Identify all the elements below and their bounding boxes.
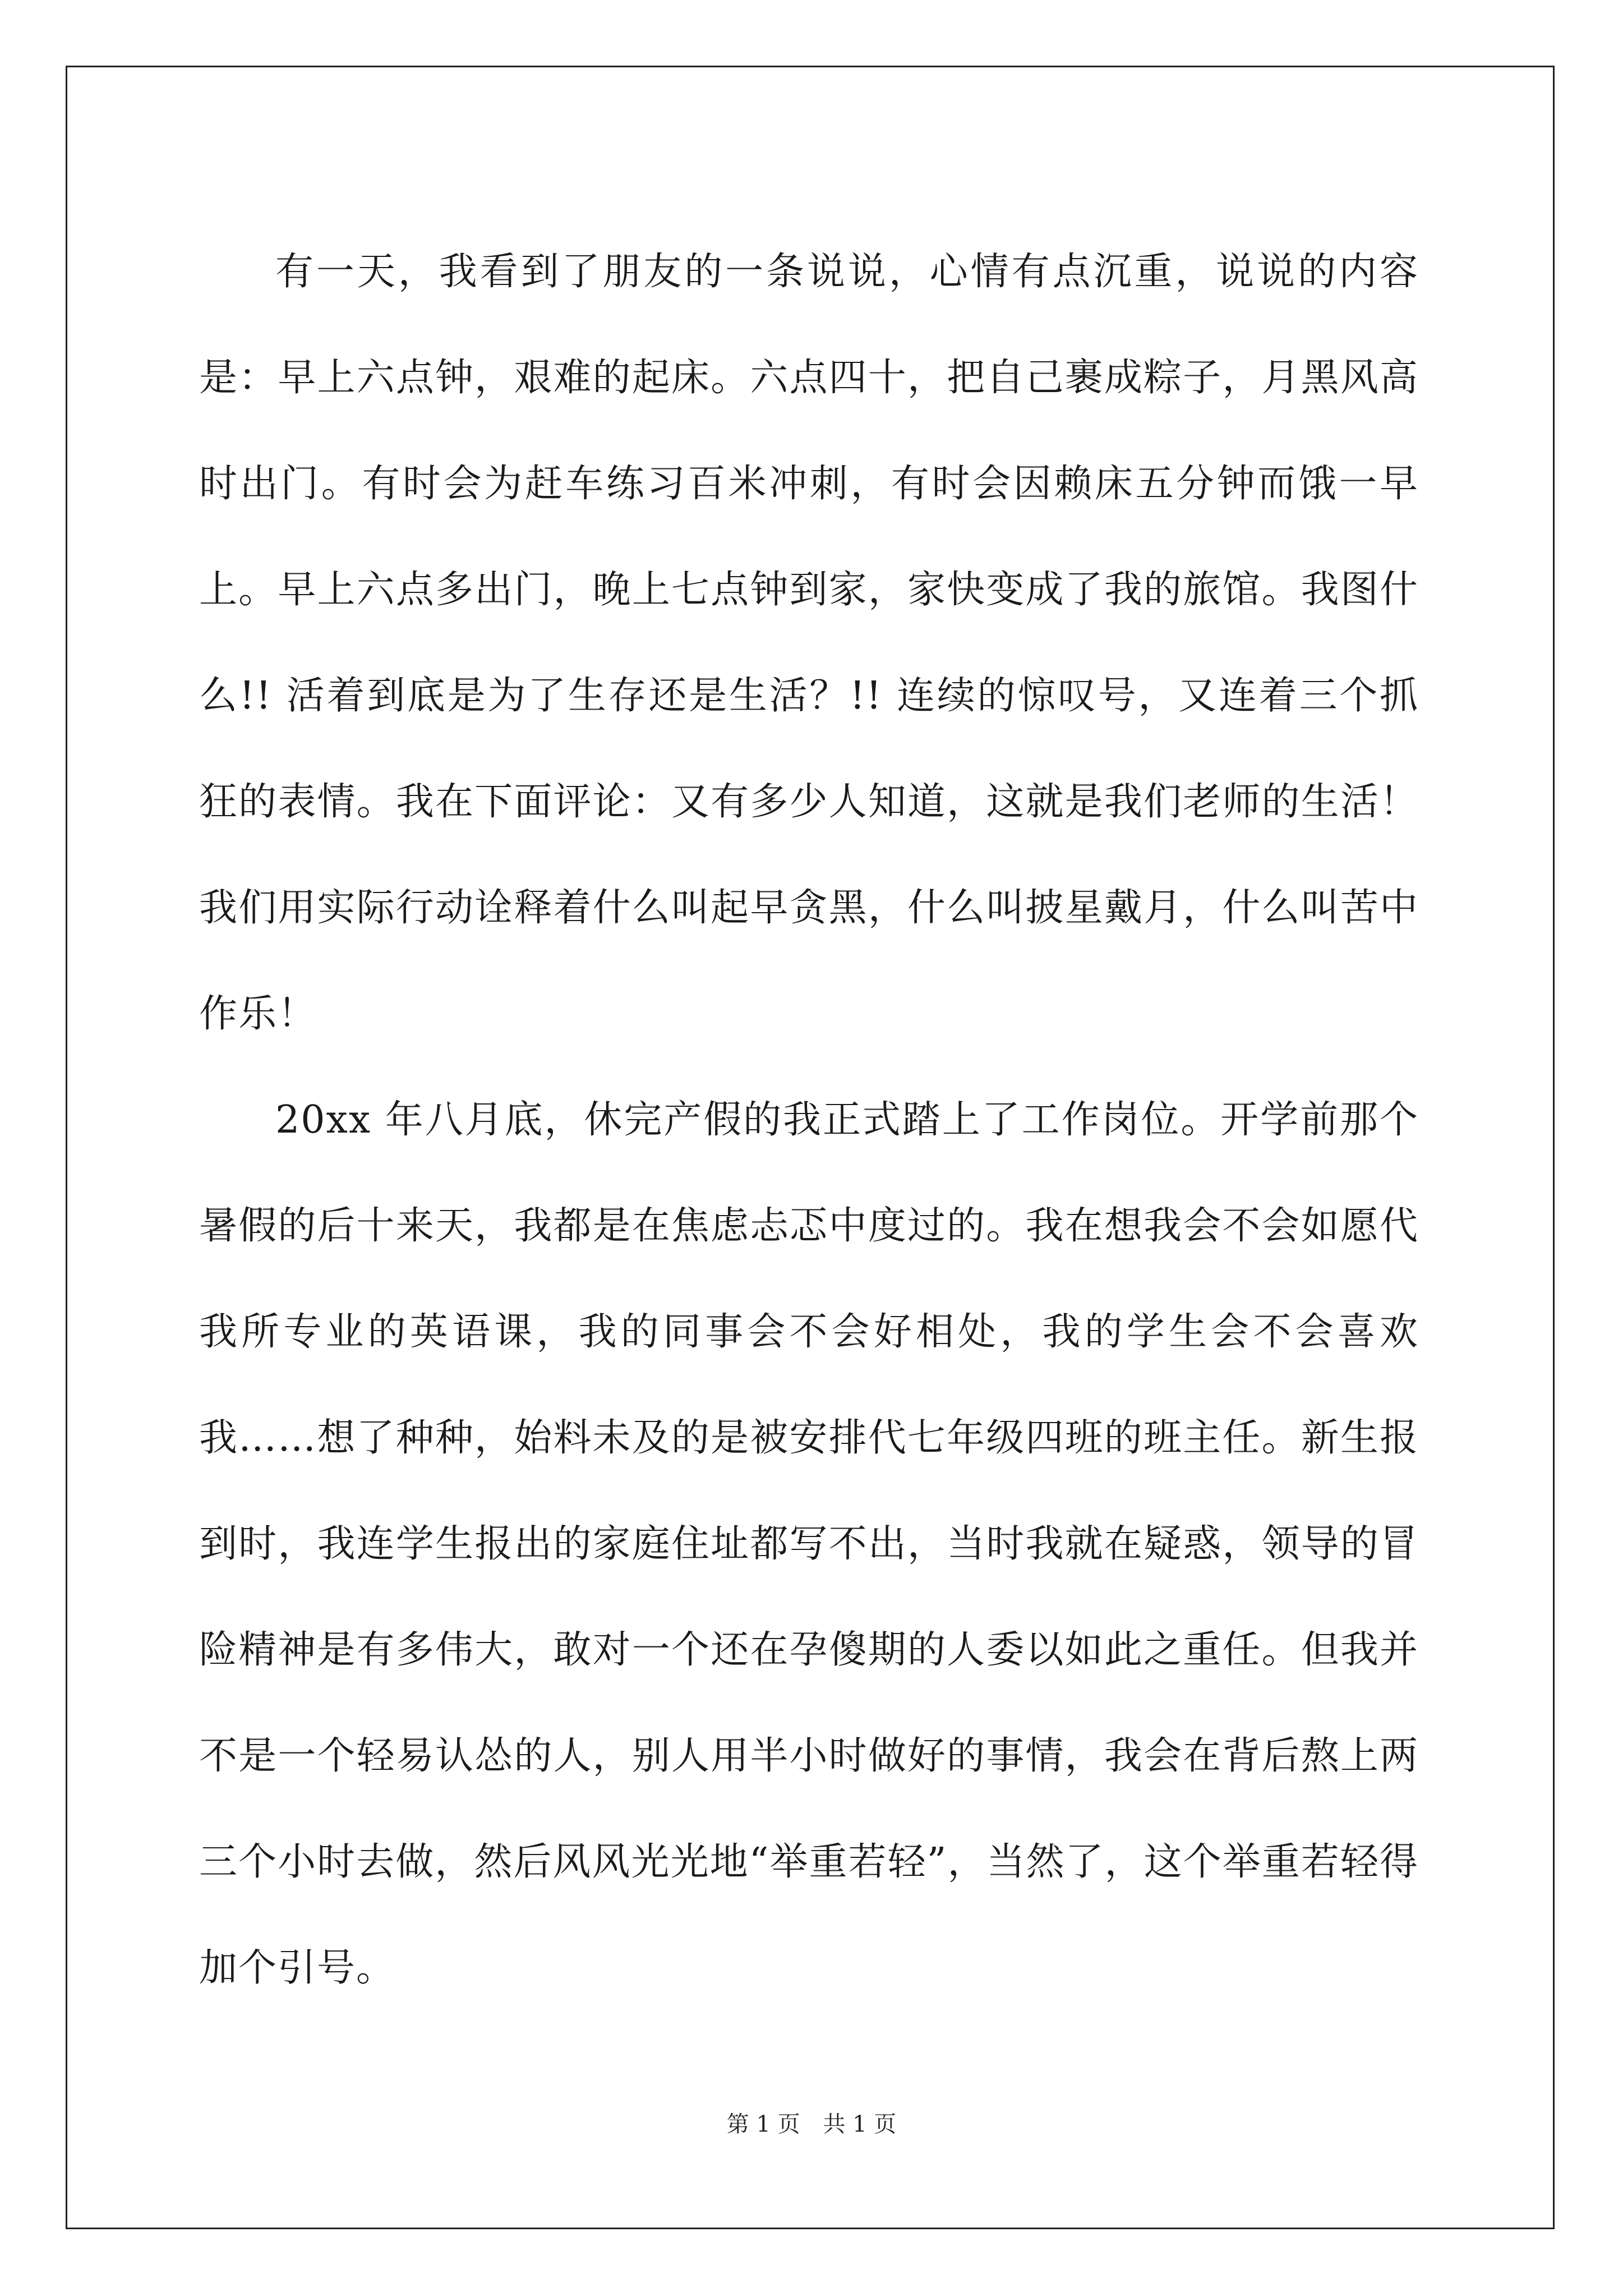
page-footer [0,2108,1623,2141]
document-body [199,219,1419,2021]
page-number: 第 1 页 [726,2111,800,2137]
paragraph-2: 20xx 年八月底，休完产假的我正式踏上了工作岗位。开学前那个暑假的后十来天，我都是在焦虑忐忑中度过的。我在想我会不会如愿代我所专业的英语课，我的同事会不会好相处，我的学生会不会喜欢我……想了种种，始料未及的是被安排代七年级四班的班主任。新生报到时，我连学生报出的家庭住址都写不出，当时我就在疑惑，领导的冒险精神是有多伟大，敢对一个还在孕傻期的人委以如此之重任。但我并不是一个轻易认怂的人，别人用半小时做好的事情，我会在背后熬上两三个小时去做，然后风风光光地“举重若轻”，当然了，这个举重若轻得加个引号。 [199,1098,1419,1990]
page-total: 共 1 页 [823,2111,897,2137]
paragraph-1: 有一天，我看到了朋友的一条说说，心情有点沉重，说说的内容是：早上六点钟，艰难的起床。六点四十，把自己裹成粽子，月黑风高时出门。有时会为赶车练习百米冲刺，有时会因赖床五分钟而饿一早上。早上六点多出门，晚上七点钟到家，家快变成了我的旅馆。我图什么!! 活着到底是为了生存还是生活？!! 连续的惊叹号，又连着三个抓狂的表情。我在下面评论：又有多少人知道，这就是我们老师的生活！我们用实际行动诠释着什么叫起早贪黑，什么叫披星戴月，什么叫苦中作乐！ [199,250,1419,1036]
